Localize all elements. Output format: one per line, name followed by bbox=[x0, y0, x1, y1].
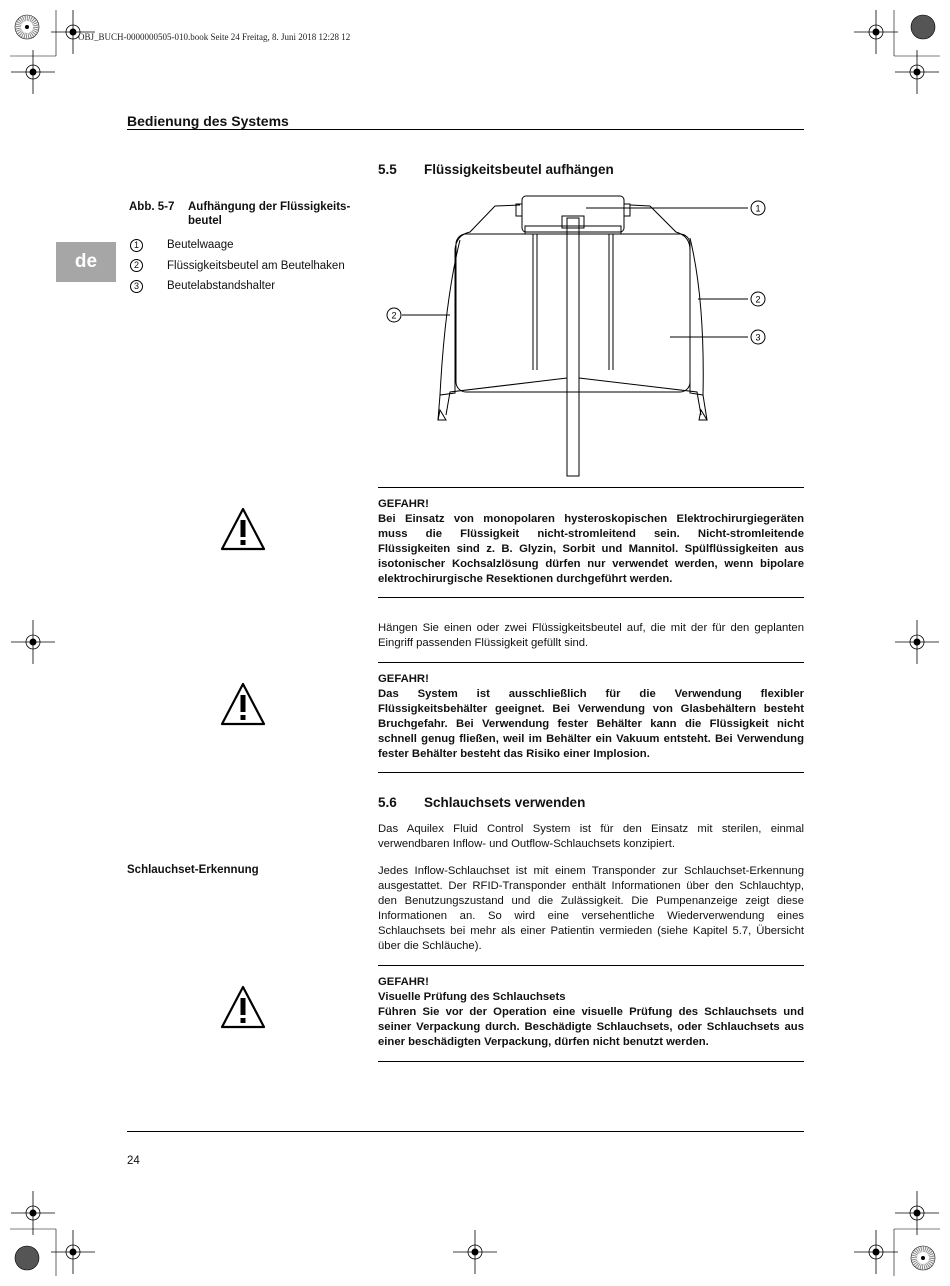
print-header: OBJ_BUCH-0000000505-010.book Seite 24 Freitag, 8. Juni 2018 12:28 12 bbox=[78, 32, 351, 42]
legend-item bbox=[130, 256, 345, 277]
notice-heading: GEFAHR! bbox=[378, 976, 429, 988]
legend-number: 3 bbox=[130, 280, 143, 293]
figure-caption bbox=[129, 200, 350, 228]
legend-item bbox=[130, 235, 345, 256]
figure-caption-line2: beutel bbox=[188, 215, 222, 227]
notice-heading: GEFAHR! bbox=[378, 498, 429, 510]
margin-label: Schlauchset-Erkennung bbox=[127, 864, 259, 876]
notice-text: Führen Sie vor der Operation eine visuelle Prüfung des Schlauchsets und seiner Verpackung durch. Beschädigte Schlauchsets, oder Schlauchsets aus einer beschädigten Verpackung, dürfen nicht benutzt werden. bbox=[378, 1006, 804, 1048]
legend-label: Beutelabstandshalter bbox=[167, 280, 276, 293]
registration-mark bbox=[10, 10, 95, 94]
warning-triangle-icon bbox=[220, 682, 266, 726]
danger-notice bbox=[378, 965, 804, 1062]
paragraph: Das Aquilex Fluid Control System ist für den Einsatz mit sterilen, einmal verwendbaren Inflow- und Outflow-Schlauchsets konzipiert. bbox=[378, 823, 804, 850]
registration-mark bbox=[10, 1191, 95, 1276]
section-number: 5.6 bbox=[378, 795, 397, 810]
registration-mark bbox=[854, 1191, 940, 1276]
illustration-drawing bbox=[402, 196, 748, 476]
language-tab: de bbox=[56, 242, 116, 282]
figure-legend bbox=[130, 235, 345, 297]
notice-text: Bei Einsatz von monopolaren hysteroskopischen Elektrochirurgiegeräten muss die Flüssigkeit nicht-stromleitend sein. Nicht-stromleitende Flüssigkeiten sind z. B. Glyzin, Sorbit und Mannitol. Spülflüssigkeiten aus isotonischer Kochsalzlösung dürfen nur verwendet werden, wenn bipolare elektrochirurgische Resektionen durchgeführt werden. bbox=[378, 513, 804, 585]
registration-mark bbox=[453, 1230, 497, 1274]
notice-text: Das System ist ausschließlich für die Verwendung flexibler Flüssigkeitsbehälter geeignet. Bei Verwendung von Glasbehältern besteht Bruchgefahr. Bei Verwendung fester Behälter kann die Flüssigkeit nicht schnell genug fließen, weil im Behälter ein Vakuum entsteht. Bei Verwendung fester Behälter besteht das Risiko einer Implosion. bbox=[378, 688, 804, 760]
notice-heading: GEFAHR! bbox=[378, 673, 429, 685]
section-heading-5-5 bbox=[378, 162, 614, 177]
running-title: Bedienung des Systems bbox=[127, 113, 289, 129]
legend-label: Beutelwaage bbox=[167, 239, 234, 252]
legend-number: 2 bbox=[130, 259, 143, 272]
paragraph: Jedes Inflow-Schlauchset ist mit einem Transponder zur Schlauchset-Erkennung ausgestattet. Der RFID-Transponder enthält Informationen über den Schlauchtyp, den Benutzungszustand und die Zulässigkeit. Die Pumpenanzeige zeigt diese Informationen an. So wird eine versehentliche Wiederverwendung eines Schlauchsets bei mehr als einer Patientin vermieden (siehe Kapitel 5.7, Übersicht über die Schläuche). bbox=[378, 865, 804, 952]
figure-number: Abb. 5-7 bbox=[129, 201, 175, 213]
callout-2-left bbox=[387, 308, 401, 322]
danger-notice bbox=[378, 662, 804, 773]
registration-mark bbox=[854, 10, 940, 94]
footer-rule bbox=[127, 1131, 804, 1132]
callout-label: 3 bbox=[755, 332, 761, 343]
page-number: 24 bbox=[127, 1155, 140, 1167]
bag-hanger-illustration bbox=[383, 190, 773, 480]
callout-label: 2 bbox=[391, 310, 397, 321]
section-title: Flüssigkeitsbeutel aufhängen bbox=[424, 162, 614, 177]
legend-item bbox=[130, 276, 345, 297]
danger-notice bbox=[378, 487, 804, 598]
legend-label: Flüssigkeitsbeutel am Beutelhaken bbox=[167, 259, 345, 272]
callout-3 bbox=[751, 330, 765, 344]
callout-1 bbox=[751, 201, 765, 215]
warning-triangle-icon bbox=[220, 507, 266, 551]
paragraph: Hängen Sie einen oder zwei Flüssigkeitsbeutel auf, die mit der für den geplanten Eingriff passenden Flüssigkeit gefüllt sind. bbox=[378, 622, 804, 649]
section-number: 5.5 bbox=[378, 162, 397, 177]
callout-2 bbox=[751, 292, 765, 306]
section-heading-5-6 bbox=[378, 795, 585, 810]
callout-label: 2 bbox=[755, 294, 761, 305]
notice-subheading: Visuelle Prüfung des Schlauchsets bbox=[378, 991, 566, 1003]
figure-caption-line1: Aufhängung der Flüssigkeits- bbox=[188, 201, 351, 213]
warning-triangle-icon bbox=[220, 985, 266, 1029]
header-rule bbox=[127, 129, 804, 130]
legend-number: 1 bbox=[130, 239, 143, 252]
callout-label: 1 bbox=[755, 203, 761, 214]
section-title: Schlauchsets verwenden bbox=[424, 795, 586, 810]
